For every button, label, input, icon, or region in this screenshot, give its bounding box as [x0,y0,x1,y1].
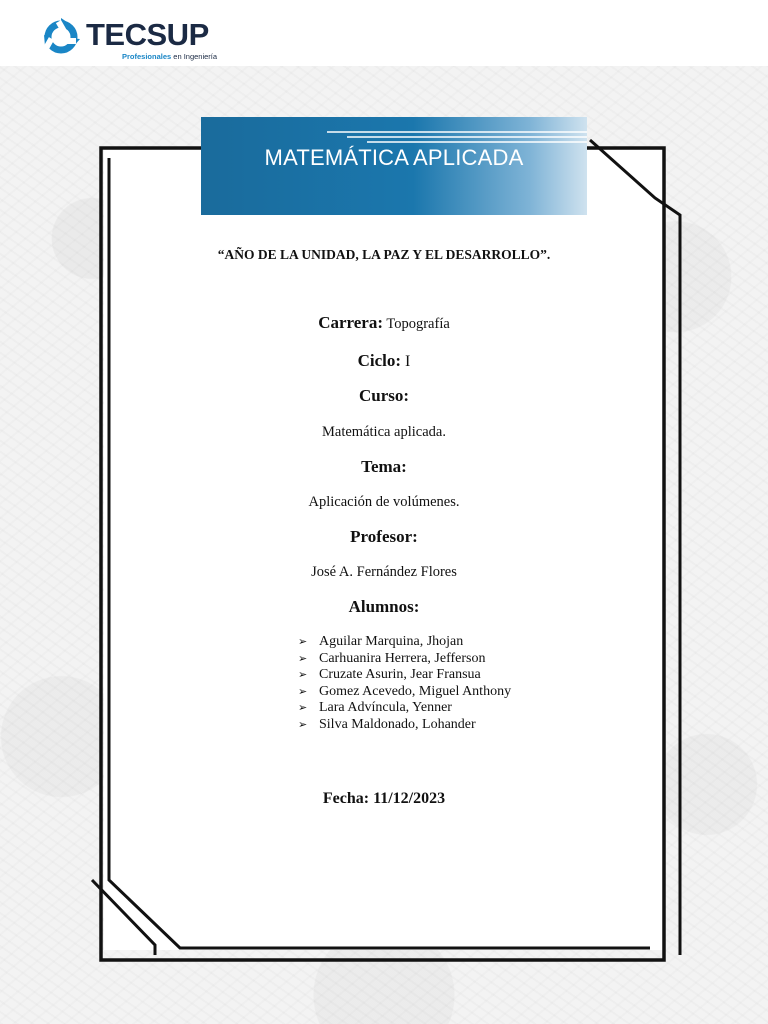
carrera-line [104,313,664,333]
arrow-bullet-icon: ➢ [298,701,308,715]
carrera-label: Carrera: [318,313,384,332]
logo-tagline: Profesionales en Ingeniería [122,52,218,61]
student-list [296,634,511,734]
fecha-value: 11/12/2023 [369,790,446,807]
logo-wordmark: TECSUP [86,17,209,52]
arrow-bullet-icon: ➢ [298,717,308,731]
date-line [104,790,664,808]
year-motto: “AÑO DE LA UNIDAD, LA PAZ Y EL DESARROLLO”. [217,247,551,262]
list-item: ➢ Silva Maldonado, Lohander [298,716,476,732]
document-title: MATEMÁTICA APLICADA [264,145,524,170]
list-item: ➢ Cruzate Asurin, Jear Fransua [298,667,481,683]
curso-value: Matemática aplicada. [322,424,446,440]
list-item: ➢ Gomez Acevedo, Miguel Anthony [298,683,512,699]
curso-label: Curso: [358,386,410,405]
ciclo-line [104,351,664,371]
ciclo-label: Ciclo: [357,351,402,370]
ciclo-value: I [401,353,411,370]
profesor-label: Profesor: [350,527,418,546]
carrera-value: Topografía [383,316,450,332]
title-banner [201,117,587,215]
fecha-label: Fecha: [322,790,370,807]
arrow-bullet-icon: ➢ [298,668,308,682]
arrow-bullet-icon: ➢ [298,635,308,648]
profesor-value: José A. Fernández Flores [311,564,457,580]
list-item: ➢ Carhuanira Herrera, Jefferson [298,650,486,666]
list-item: ➢ Aguilar Marquina, Jhojan [298,634,464,649]
arrow-bullet-icon: ➢ [298,651,308,665]
tema-value: Aplicación de volúmenes. [308,494,460,510]
arrow-bullet-icon: ➢ [298,684,308,698]
tema-label: Tema: [361,457,407,476]
alumnos-label: Alumnos: [348,597,420,616]
list-item: ➢ Lara Advíncula, Yenner [298,700,452,716]
